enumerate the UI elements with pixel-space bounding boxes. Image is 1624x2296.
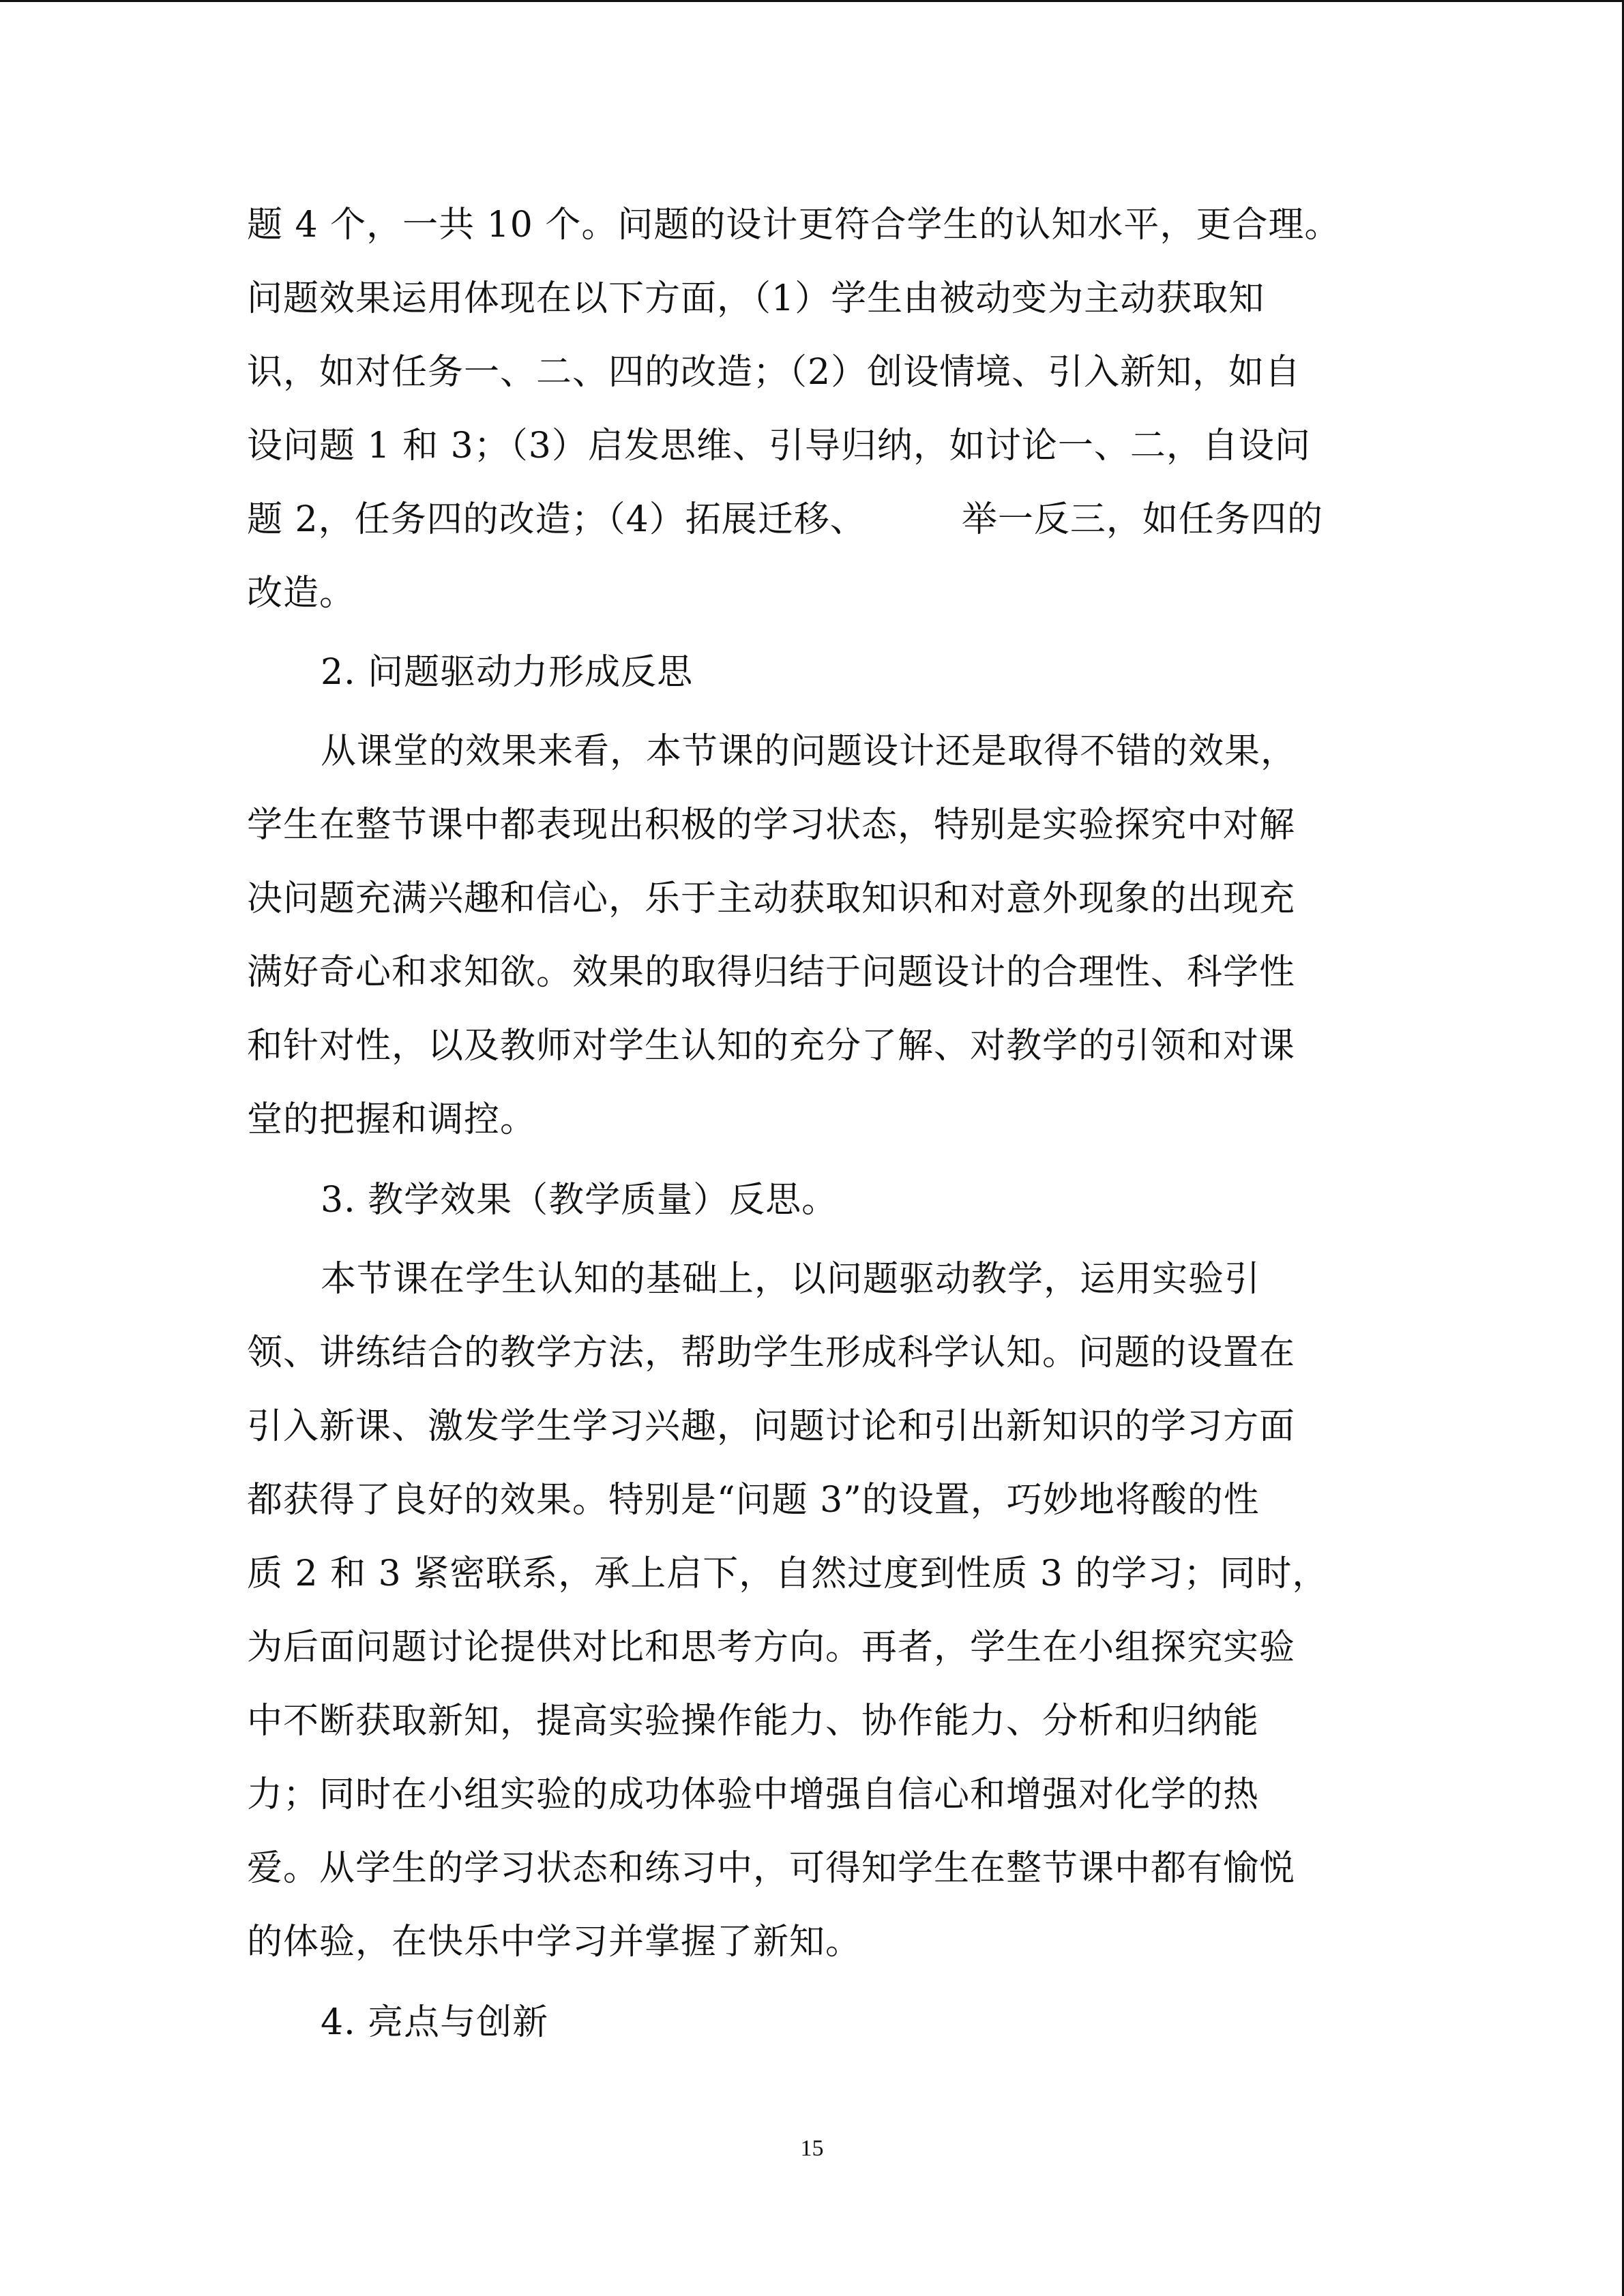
paragraph-line: 和针对性，以及教师对学生认知的充分了解、对教学的引领和对课	[247, 1026, 1296, 1067]
paragraph-line: 为后面问题讨论提供对比和思考方向。再者，学生在小组探究实验	[247, 1627, 1296, 1668]
page-number: 15	[800, 2136, 824, 2161]
paragraph-line: 设问题 1 和 3；（3）启发思维、引导归纳，如讨论一、二，自设问	[247, 426, 1311, 466]
paragraph-line: 的体验，在快乐中学习并掌握了新知。	[247, 1922, 862, 1963]
paragraph-line: 堂的把握和调控。	[247, 1099, 537, 1140]
section-heading: 3. 教学效果（教学质量）反思。	[321, 1180, 838, 1221]
paragraph-line: 都获得了良好的效果。特别是“问题 3”的设置，巧妙地将酸的性	[247, 1480, 1260, 1521]
paragraph-line: 识，如对任务一、二、四的改造；（2）创设情境、引入新知，如自	[247, 352, 1301, 393]
section-heading: 4. 亮点与创新	[321, 2002, 549, 2043]
paragraph-line: 中不断获取新知，提高实验操作能力、协作能力、分析和归纳能	[247, 1701, 1260, 1742]
paragraph-line: 质 2 和 3 紧密联系，承上启下，自然过度到性质 3 的学习；同时，	[247, 1553, 1329, 1594]
section-heading: 2. 问题驱动力形成反思	[321, 652, 694, 693]
paragraph-line: 满好奇心和求知欲。效果的取得归结于问题设计的合理性、科学性	[247, 952, 1296, 993]
paragraph-line: 引入新课、激发学生学习兴趣，问题讨论和引出新知识的学习方面	[247, 1406, 1296, 1447]
paragraph-line: 从课堂的效果来看，本节课的问题设计还是取得不错的效果，	[321, 731, 1297, 772]
paragraph-line: 决问题充满兴趣和信心，乐于主动获取知识和对意外现象的出现充	[247, 878, 1296, 919]
paragraph-line: 学生在整节课中都表现出积极的学习状态，特别是实验探究中对解	[247, 805, 1296, 846]
paragraph-line: 领、讲练结合的教学方法，帮助学生形成科学认知。问题的设置在	[247, 1332, 1296, 1373]
paragraph-line: 爱。从学生的学习状态和练习中，可得知学生在整节课中都有愉悦	[247, 1848, 1296, 1889]
paragraph-line: 本节课在学生认知的基础上，以问题驱动教学，运用实验引	[321, 1259, 1261, 1300]
paragraph-line: 力；同时在小组实验的成功体验中增强自信心和增强对化学的热	[247, 1774, 1260, 1815]
paragraph-line: 改造。	[247, 573, 356, 614]
paragraph-line: 问题效果运用体现在以下方面，（1）学生由被动变为主动获取知	[247, 278, 1265, 319]
paragraph-line: 题 4 个，一共 10 个。问题的设计更符合学生的认知水平，更合理。	[247, 205, 1341, 245]
paragraph-line: 题 2，任务四的改造；（4）拓展迁移、 举一反三，如任务四的	[247, 499, 1323, 540]
